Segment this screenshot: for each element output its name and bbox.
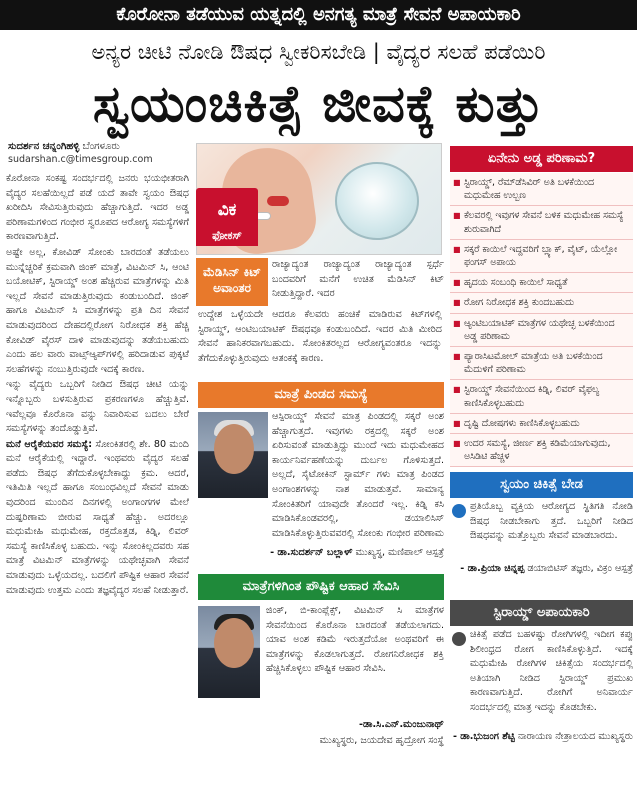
medicine-kit-text: ರಾಜ್ಯಾದ್ಯಂತ ರಾಜ್ಯಾದ್ಯಂತ ರಾಜ್ಯಾದ್ಯಂತ ಸ್ಪರ್ಧೆ ಬಂದವರಿಗೆ ಮನೆಗೆ ಉಚಿತ ಮೆಡಿಸಿನ್ ಕಿಟ್ ನೀಡುತ್ತಿದ್ದಾರೆ. ಇದರ (272, 259, 444, 300)
nutrition-attribution-name (266, 718, 444, 732)
attribution-name: -ಡಾ.ಸಿ.ಎನ್.ಮಂಜುನಾಥ್ (358, 719, 444, 730)
list-item: ■ ಸ್ಟಿರಾಯ್ಡ್, ರೆಮ್‌ಡೆಸಿವಿರ್ ಅತಿ ಬಳಕೆಯಿಂದ ಮಧುಮೇಹ ಉಲ್ಬಣ (450, 173, 633, 206)
attribution-role: ಮುಖ್ಯಸ್ಥ, ಮಣಿಪಾಲ್ ಆಸ್ಪತ್ರೆ (352, 547, 444, 558)
attribution-role: ಡಯಾಬಿಟಿಸ್ ತಜ್ಞರು, ವಿಕ್ರಂ ಆಸ್ಪತ್ರೆ (524, 563, 633, 574)
attribution-role: ನಾರಾಯಣ ನೇತ್ರಾಲಯದ ಮುಖ್ಯಸ್ಥರು (514, 731, 633, 742)
pills-problem-attribution (198, 546, 444, 560)
list-item: ■ ಪ್ಯಾರಾಸಿಟಮೋಲ್ ಮಾತ್ರೆಯ ಅತಿ ಬಳಕೆಯಿಂದ ಮೆದುಳಿಗೆ ಪರಿಣಾಮ (450, 347, 633, 380)
author-email: sudarshan.c@timesgroup.com (8, 154, 153, 165)
list-item: ■ ಸಕ್ಕರೆ ಕಾಯಿಲೆ ಇದ್ದವರಿಗೆ ಬ್ಲ್ಯಾಕ್, ವೈಟ್, ಯೆಲ್ಲೋ ಫಂಗಸ್ ಅಪಾಯ (450, 240, 633, 273)
side-effects-heading: ಏನೇನು ಅಡ್ಡ ಪರಿಣಾಮ? (450, 146, 633, 172)
nutrition-attribution-role: ಮುಖ್ಯಸ್ಥರು, ಜಯದೇವ ಹೃದ್ರೋಗ ಸಂಸ್ಥೆ (319, 735, 444, 746)
focus-tag: ಫೋಕಸ್ (196, 226, 258, 246)
no-self-medication-attribution (450, 562, 633, 576)
red-pill (267, 196, 289, 206)
author-name: ಸುದರ್ಶನ ಚನ್ನಂಗಿಹಳ್ಳಿ (8, 141, 80, 152)
main-headline: ಸ್ವಯಂಚಿಕಿತ್ಸೆ ಜೀವಕ್ಕೆ ಕುತ್ತು (92, 75, 545, 134)
byline (8, 141, 188, 153)
list-item: ■ ಕೆಲವರಲ್ಲಿ ಇವುಗಳ ಸೇವನೆ ಬಳಿಕ ಮಧುಮೇಹ ಸಮಸ್ಯೆ ಶುರುವಾಗಿದೆ (450, 206, 633, 239)
paragraph: ಅಷ್ಟೇ ಅಲ್ಲ, ಕೋವಿಡ್ ಸೋಂಕು ಬಾರದಂತೆ ತಡೆಯಲು ಮುನ್ನೆಚ್ಚರಿಕೆ ಕ್ರಮವಾಗಿ ಜಿಂಕ್ ಮಾತ್ರೆ, ವಿಟಮಿನ್ ಸಿ, ಆಂಟಿ ಬಯೋಟಿಕ್, ಸ್ಟಿರಾಯ್ಡ್ ಅಂಶ ಹೆಚ್ಚಿರುವ ಮಾತ್ರೆಗಳನ್ನು ಮಿತಿ ಇಲ್ಲದೆ ಸೇವನೆ ಮಾಡುತ್ತಿರುವುದು ಕಂಡುಬಂದಿದೆ. ಜಿಂಕ್ ಹಾಗೂ ವಿಟಮಿನ್ ಸಿ ಮಾತ್ರೆಗಳನ್ನು ಪ್ರತಿ ದಿನ ಸೇವನೆ ಮಾಡುವುದರಿಂದ ದೇಹದಲ್ಲಿರೋಗ ನಿರೋಧಕ ಶಕ್ತಿ ಹೆಚ್ಚಿ ಕೋವಿಡ್ ವೈರಸ್ ದಾಳಿ ಮಾಡುವುದನ್ನು ತಡೆಯಬಹುದು ಎಂದು ಹಲ ವಾರು ವಾಟ್ಸ್‌ಆ್ಯಪ್‌ಗಳಲ್ಲಿ ಹರಿದಾಡುವ ಪುಕ್ಕಟೆ ಸಲಹೆಗಳನ್ನು ನಂಬುತ್ತಿರುವುದೇ ಇದಕ್ಕೆ ಕಾರಣ. (6, 246, 189, 375)
steroid-danger-attribution (450, 730, 633, 744)
doctor-portrait-manjunath (198, 606, 260, 698)
list-item: ■ ರೋಗ ನಿರೋಧಕ ಶಕ್ತಿ ಕುಂದಬಹುದು (450, 293, 633, 313)
pills-problem-text: ಆಸ್ಪಿರಾಯ್ಡ್ ಸೇವನೆ ಮಾತ್ರ ಪಿಂಡದಲ್ಲಿ ಸಕ್ಕರೆ ಅಂಶ ಹೆಚ್ಚಾಗುತ್ತದೆ. ಇವುಗಳು ರಕ್ತದಲ್ಲಿ ಸಕ್ಕರೆ ಅಂಶ ಏರಿಸುವಂತೆ ಮಾಡುತ್ತಿದ್ದು ಮುಂದೆ ಇದು ಮಧುಮೇಹದ ಕಾರ್ಯನಿರ್ವಹಣೆಯನ್ನು ದುರ್ಬಲ ಗೊಳಿಸುತ್ತದೆ. ಅಲ್ಲದೆ, ಸೈಟೋಕಿನ್ ಸ್ಟಾರ್ಮ್ ಗಳು ಮಾತ್ರ ಪಿಂಡದ ಅಂಗಾಂಶಗಳನ್ನು ನಾಶ ಮಾಡುತ್ತವೆ. ಸಾಮಾನ್ಯ ಸೋಂಕಿತರಿಗೆ ಯಾವುದೇ ತೊಂದರೆ ಇಲ್ಲ. ಕಿಡ್ನಿ ಕಸಿ ಮಾಡಿಸಿಕೊಂಡವರಲ್ಲಿ, ಡಯಾಲಿಸಿಸ್ ಮಾಡಿಸಿಕೊಳ್ಳುತ್ತಿರುವವರಲ್ಲಿ ಸೋಂಕು ಗಂಭೀರ ಪರಿಣಾಮ (272, 411, 444, 539)
list-item: ■ ಹೃದಯ ಸಂಬಂಧಿ ಕಾಯಿಲೆ ಸಾಧ್ಯತೆ (450, 273, 633, 293)
paragraph-text: ಸೋಂಕಿತರಲ್ಲಿ ಶೇ. 80 ಮಂದಿ ಮನೆ ಆರೈಕೆಯಲ್ಲಿ ಇದ್ದಾರೆ. ಇಂಥವರು ವೈದ್ಯರ ಸಲಹೆ ಪಡೆದು ಔಷಧ ತೆಗೆದುಕೊಳ್ಳಬೇಕಾದ್ದು ಕ್ರಮ. ಆದರೆ, ಇತಿಮಿತಿ ಇಲ್ಲದೆ ಹಾಗೂ ಸಂಬಂಧವಿಲ್ಲದೆ ಸೇವನೆ ಮಾಡು ವುದರಿಂದ ಮುಂದಿನ ದಿನಗಳಲ್ಲಿ ಅಂಗಾಂಗಗಳ ಮೇಲೆ ದುಷ್ಪರಿಣಾಮ ಬೀರುವ ಸಾಧ್ಯತೆ ಹೆಚ್ಚು. ಅದರಲ್ಲೂ ಮಧುಮೇಹಿ ಮಧುಮೇಹ, ರಕ್ತದೊತ್ತಡ, ಕಿಡ್ನಿ, ಲಿವರ್ ಸಮಸ್ಯೆ ಕಾಣಿಸಿಕೊಳ್ಳ ಬಹುದು. ಇನ್ನು ಸೋಂಕಿಲ್ಲದವರು ಸಹ ಮಾತ್ರೆ ವಿಟಮಿನ್ ಮಾತ್ರೆಗಳನ್ನು ಯಥೇಚ್ಛವಾಗಿ ಸೇವನೆ ಮಾಡುವುದು ಒಳ್ಳೆಯದಲ್ಲ. ಬದಲಿಗೆ ಪೌಷ್ಟಿಕ ಆಹಾರ ಸೇವನೆ ಮಾಡುವುದು ಉತ್ತಮ ಎಂದು ತಜ್ಞವೈದ್ಯರ ಸಲಹೆ ನೀಡುತ್ತಾರೆ. (6, 438, 189, 596)
subheadline: ಅನ್ಯರ ಚೀಟಿ ನೋಡಿ ಔಷಧ ಸ್ವೀಕರಿಸಬೇಡಿ | ವೈದ್ಯರ ಸಲಹೆ ಪಡೆಯಿರಿ (91, 40, 546, 64)
water-glass (335, 162, 419, 240)
pills-problem-heading: ಮಾತ್ರೆ ಪಿಂಡದ ಸಮಸ್ಯೆ (198, 382, 444, 408)
nutrition-heading: ಮಾತ್ರೆಗಳಿಗಿಂತ ಪೌಷ್ಟಿಕ ಆಹಾರ ಸೇವಿಸಿ (198, 574, 444, 600)
medicine-kit-heading: ಮೆಡಿಸಿನ್ ಕಿಟ್ ಅವಾಂತರ (196, 258, 268, 306)
medicine-kit-text-continued: ಉದ್ದೇಶ ಒಳ್ಳೆಯದೇ ಆದರೂ ಕೆಲವರು ಹಂಚಿಕೆ ಮಾಡಿರುವ ಕಿಟ್‌ಗಳಲ್ಲಿ ಸ್ಟಿರಾಯ್ಡ್, ಆಂಟಿಬಯಾಟಿಕ್ ಔಷಧವೂ ಕಂಡುಬಂದಿದೆ. ಇದರ ಮಿತಿ ಮೀರಿದ ಸೇವನೆ ಹಾನಿಕರವಾಗಬಹುದು. ಸೋಂಕಿತರಲ್ಲದ ಆರೋಗ್ಯವಂತರೂ ಇದನ್ನು ತೆಗೆದುಕೊಳ್ಳುತ್ತಿರುವುದು ಆತಂಕಕ್ಕೆ ಕಾರಣ. (198, 309, 442, 364)
doctor-portrait-ballal (198, 412, 268, 498)
side-effects-list (450, 173, 633, 468)
no-self-medication-box (450, 500, 633, 590)
list-item: ■ ಉದರ ಸಮಸ್ಯೆ, ಜೀರ್ಣ ಶಕ್ತಿ ಕಡಿಮೆಯಾಗುವುದು, ಅಸಿಡಿಟಿ ಹೆಚ್ಚಳ (450, 434, 633, 467)
face (214, 424, 254, 474)
vk-badge: ವಿಕ (196, 188, 258, 232)
attribution-name: - ಡಾ.ಭುಜಂಗ ಶೆಟ್ಟಿ (452, 731, 515, 742)
attribution-name: - ಡಾ.ಸುದರ್ಶನ್ ಬಲ್ಲಾಳ್ (270, 547, 353, 558)
sub-heading: ಮನೆ ಆರೈಕೆಯವರ ಸಮಸ್ಯೆ: (6, 438, 93, 450)
bullet-icon (452, 632, 466, 646)
steroid-danger-box (450, 628, 633, 782)
no-self-medication-text: ಪ್ರತಿಯೊಬ್ಬ ವ್ಯಕ್ತಿಯ ಆರೋಗ್ಯದ ಸ್ಥಿತಿಗತಿ ನೋಡಿ ಔಷಧ ನೀಡಬೇಕಾಗು ತ್ತದೆ. ಒಬ್ಬರಿಗೆ ನೀಡಿದ ಔಷಧವನ್ನು ಮತ್ತೊಬ್ಬರು ಸೇವನೆ ಮಾಡಬಾರದು. (470, 501, 633, 542)
paragraph (6, 438, 189, 599)
no-self-medication-heading: ಸ್ವಯಂ ಚಿಕಿತ್ಸೆ ಬೇಡ (450, 472, 633, 498)
kicker-headline: ಕೊರೋನಾ ತಡೆಯುವ ಯತ್ನದಲ್ಲಿ ಅನಗತ್ಯ ಮಾತ್ರೆ ಸೇವನೆ ಅಪಾಯಕಾರಿ (0, 0, 637, 30)
paragraph: ಕೊರೋನಾ ಸಂಕಷ್ಟ ಸಂದರ್ಭದಲ್ಲಿ ಜನರು ಭಯಭೀತರಾಗಿ ವೈದ್ಯರ ಸಲಹೆಯಿಲ್ಲದೆ ಪಡೆ ಯದೆ ತಾವೇ ಸ್ವಯಂ ಔಷಧ ಖರೀದಿಸಿ ಸೇವಿಸುತ್ತಿರುವುದು ಹೆಚ್ಚಾಗುತ್ತಿದೆ. ಇದರ ಅಡ್ಡ ಪರಿಣಾಮಗಳಿಂದ ಗಂಭೀರ ಸ್ವರೂಪದ ಆರೋಗ್ಯ ಸಮಸ್ಯೆಗಳಿಗೆ ಕಾರಣವಾಗುತ್ತಿದೆ. (6, 173, 189, 243)
steroid-danger-text: ಚಿಕಿತ್ಸೆ ಪಡೆದ ಬಹಳಷ್ಟು ರೋಗಿಗಳಲ್ಲಿ ಇದೀಗ ಕಪ್ಪು ಶಿಲೀಂಧ್ರದ ರೋಗ ಕಾಣಿಸಿಕೊಳ್ಳುತ್ತಿದೆ. ಇದಕ್ಕೆ ಮಧುಮೇಹಿ ರೋಗಿಗಳ ಚಿಕಿತ್ಸೆಯ ಸಂದರ್ಭದಲ್ಲಿ ಅತಿಯಾಗಿ ನೀಡಿದ ಸ್ಟಿರಾಯ್ಡ್ ಪ್ರಮುಖ ಕಾರಣವಾಗುತ್ತಿದೆ. ರೋಗಿಗೆ ಅನಿವಾರ್ಯ ಸಂದರ್ಭದಲ್ಲಿ ಮಾತ್ರ ಇದನ್ನು ಕೊಡಬೇಕು. (470, 629, 633, 713)
author-place: ಬೆಂಗಳೂರು (79, 141, 120, 152)
bullet-icon (452, 504, 466, 518)
list-item: ■ ಸ್ಟಿರಾಯ್ಡ್ ಸೇವನೆಯಿಂದ ಕಿಡ್ನಿ, ಲಿವರ್ ವೈಫಲ್ಯ ಕಾಣಿಸಿಕೊಳ್ಳಬಹುದು (450, 380, 633, 413)
main-article-body (6, 172, 189, 782)
list-item: ■ ಆ್ಯಂಟಿಬಯಾಟಿಕ್ ಮಾತ್ರೆಗಳ ಯಥೇಚ್ಛ ಬಳಕೆಯಿಂದ ಅಡ್ಡ ಪರಿಣಾಮ (450, 314, 633, 347)
list-item: ■ ದೃಷ್ಟಿ ದೋಷಗಳು ಕಾಣಿಸಿಕೊಳ್ಳಬಹುದು (450, 414, 633, 434)
attribution-name: - ಡಾ.ಪ್ರಿಯಾ ಚಿನ್ನಪ್ಪ (460, 563, 525, 574)
paragraph: ಇನ್ನು ವೈದ್ಯರು ಒಬ್ಬರಿಗೆ ನೀಡಿದ ಔಷಧ ಚೀಟಿ ಯನ್ನು ಇನ್ನೊಬ್ಬರು ಬಳಸುತ್ತಿರುವ ಪ್ರಕರಣಗಳೂ ಹೆಚ್ಚುತ್ತಿವೆ. ಇವೆಲ್ಲವೂ ಕೊರೊನಾ ವನ್ನು ನಿವಾರಿಸುವ ಬದಲು ಬೇರೆ ಸಮಸ್ಯೆಗಳನ್ನು ತಂದೊಡ್ಡುತ್ತಿವೆ. (6, 379, 189, 435)
face (214, 618, 254, 668)
steroid-danger-heading: ಸ್ಟಿರಾಯ್ಡ್ ಅಪಾಯಕಾರಿ (450, 600, 633, 626)
nutrition-text: ಜಿಂಕ್, ಬಿ-ಕಾಂಪ್ಲೆಕ್ಸ್, ವಿಟಮಿನ್ ಸಿ ಮಾತ್ರೆಗಳ ಸೇವನೆಯಿಂದ ಕೊರೊನಾ ಬಾರದಂತೆ ತಡೆಯಲಾಗದು. ಯಾವ ಅಂಶ ಕಡಿಮೆ ಇರುತ್ತದೆಯೋ ಅಂಥವರಿಗೆ ಈ ಮಾತ್ರೆಗಳನ್ನು ಕೊಡಲಾಗುತ್ತದೆ. ರೋಗನಿರೋಧಕ ಶಕ್ತಿ ಹೆಚ್ಚಿಸಿಕೊಳ್ಳಲು ಪೌಷ್ಟಿಕ ಆಹಾರ ಸೇವಿಸಿ. (266, 605, 444, 675)
